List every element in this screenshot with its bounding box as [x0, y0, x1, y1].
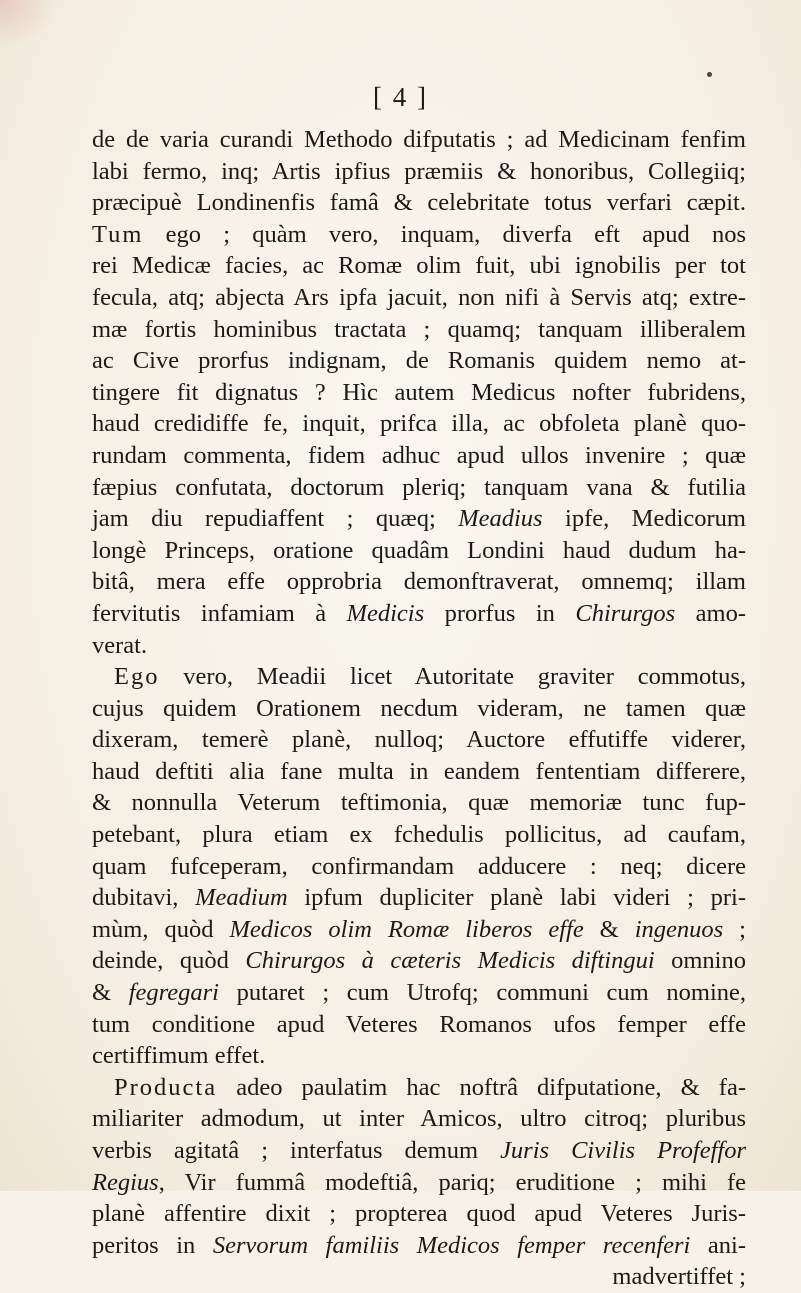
text-segment: dixeram, temerè planè, nulloq; Auctore effutiffe viderer, — [92, 726, 746, 754]
text-segment: petebant, plura etiam ex fchedulis pollicitus, ad caufam, — [92, 821, 746, 849]
text-line — [92, 250, 746, 282]
italic-text: ingenuos — [634, 915, 724, 943]
text-line — [92, 282, 746, 314]
text-segment: mæ fortis hominibus tractata ; quamq; tanquam illiberalem — [92, 315, 746, 343]
italic-text: Chirurgos à cæteris Medicis diftingui — [245, 947, 655, 975]
text-line — [92, 914, 746, 946]
text-segment: bitâ, mera effe opprobria demonftraverat, omnemq; illam — [92, 568, 746, 596]
text-line — [92, 724, 746, 756]
ink-dot — [707, 72, 712, 77]
text-line — [92, 1103, 746, 1135]
text-segment: labi fermo, inq; Artis ipfius præmiis & honoribus, Collegiiq; — [92, 157, 746, 185]
text-segment: Ego — [114, 663, 160, 691]
text-segment: fæpius confutata, doctorum pleriq; tanquam vana & futilia — [92, 473, 746, 501]
text-line — [92, 187, 746, 219]
text-segment: de de varia curandi Methodo difputatis ; ad Medicinam fenfim — [92, 126, 746, 153]
text-segment: & — [583, 915, 635, 943]
text-line — [92, 882, 746, 914]
text-line — [92, 535, 746, 567]
text-line — [92, 472, 746, 504]
italic-text: Servorum familiis Medicos femper recenferi — [212, 1231, 691, 1259]
text-line — [92, 787, 746, 819]
page-number: [ 4 ] — [373, 82, 428, 112]
text-line — [92, 219, 746, 251]
text-segment: ego ; quàm vero, inquam, diverfa eft apud nos — [143, 220, 746, 248]
text-segment: ipfe, Medicorum — [542, 505, 746, 533]
text-line — [92, 1261, 746, 1293]
text-segment: & — [92, 979, 129, 1007]
text-segment: cujus quidem Orationem necdum videram, ne tamen quæ — [92, 694, 746, 722]
text-line — [92, 314, 746, 346]
text-line — [92, 1135, 746, 1167]
text-segment: rundam commenta, fidem adhuc apud ullos invenire ; quæ — [92, 441, 746, 469]
text-line — [92, 1040, 746, 1072]
text-segment: certiffimum effet. — [92, 1042, 266, 1070]
text-line — [92, 503, 746, 535]
text-segment: verbis agitatâ ; interfatus demum — [92, 1137, 501, 1164]
text-line — [92, 1230, 746, 1262]
text-segment: longè Princeps, oratione quadâm Londini haud dudum ha- — [92, 536, 746, 564]
text-line — [92, 124, 746, 156]
text-segment: Producta — [114, 1073, 218, 1101]
text-line — [92, 345, 746, 377]
body-text — [92, 124, 746, 1293]
text-line — [92, 598, 746, 630]
text-line — [92, 566, 746, 598]
italic-text: Medicos olim Romæ liberos effe — [229, 915, 584, 943]
text-segment: tum conditione apud Veteres Romanos ufos femper effe — [92, 1010, 746, 1038]
italic-text: Meadium — [195, 884, 288, 912]
text-line — [92, 377, 746, 409]
italic-text: Regius — [92, 1168, 159, 1196]
text-segment: verat. — [92, 631, 148, 659]
italic-text: Juris Civilis Profeffor — [500, 1137, 746, 1164]
text-segment: prorfus in — [424, 599, 576, 627]
italic-text: Chirurgos — [575, 599, 676, 627]
italic-text: fegregari — [128, 979, 219, 1007]
text-segment: Tum — [92, 220, 144, 248]
text-segment: madvertiffet ; — [612, 1263, 746, 1291]
text-line — [92, 440, 746, 472]
text-line — [92, 1072, 746, 1104]
text-line — [92, 630, 746, 662]
text-line — [92, 977, 746, 1009]
text-segment: , Vir fummâ modeftiâ, pariq; eruditione ; mihi fe — [158, 1168, 746, 1196]
text-line — [92, 851, 746, 883]
text-segment: omnino — [654, 947, 746, 975]
text-segment: dubitavi, — [92, 884, 196, 912]
text-line — [92, 693, 746, 725]
text-segment: rei Medicæ facies, ac Romæ olim fuit, ubi ignobilis per tot — [92, 252, 746, 280]
text-segment: quam fufceperam, confirmandam adducere : neq; dicere — [92, 852, 746, 880]
text-segment: jam diu repudiaffent ; quæq; — [92, 505, 459, 533]
text-line — [92, 819, 746, 851]
text-line — [92, 661, 746, 693]
text-line — [92, 756, 746, 788]
text-line — [92, 1198, 746, 1230]
text-segment: & nonnulla Veterum teftimonia, quæ memoriæ tunc fup- — [92, 789, 746, 817]
text-segment: ; — [723, 915, 746, 943]
text-line — [92, 408, 746, 440]
text-segment: ipfum dupliciter planè labi videri ; pri- — [287, 884, 746, 912]
text-segment: mùm, quòd — [92, 915, 230, 943]
text-segment: ani- — [690, 1231, 746, 1259]
text-line — [92, 945, 746, 977]
text-segment: vero, Meadii licet Autoritate graviter commotus, — [159, 663, 746, 691]
text-segment: fervitutis infamiam à — [92, 599, 347, 627]
text-segment: adeo paulatim hac noftrâ difputatione, & fa- — [217, 1073, 746, 1101]
text-line — [92, 1009, 746, 1041]
text-segment: amo- — [675, 599, 747, 627]
text-segment: planè affentire dixit ; propterea quod apud Veteres Juris- — [92, 1200, 746, 1228]
text-segment: haud credidiffe fe, inquit, prifca illa, ac obfoleta planè quo- — [92, 410, 746, 438]
text-segment: peritos in — [92, 1231, 213, 1259]
text-line — [92, 156, 746, 188]
paper-stain — [0, 0, 60, 50]
text-line — [92, 1167, 746, 1199]
text-segment: putaret ; cum Utrofq; communi cum nomine, — [219, 979, 746, 1007]
text-segment: deinde, quòd — [92, 947, 246, 975]
text-segment: ac Cive prorfus indignam, de Romanis quidem nemo at- — [92, 347, 746, 375]
text-segment: tingere fit dignatus ? Hìc autem Medicus nofter fubridens, — [92, 378, 746, 406]
italic-text: Meadius — [458, 505, 543, 533]
text-segment: haud deftiti alia fane multa in eandem fententiam differere, — [92, 757, 746, 785]
italic-text: Medicis — [346, 599, 425, 627]
text-segment: miliariter admodum, ut inter Amicos, ultro citroq; pluribus — [92, 1105, 746, 1133]
text-segment: fecula, atq; abjecta Ars ipfa jacuit, non nifi à Servis atq; extre- — [92, 283, 746, 311]
text-segment: præcipuè Londinenfis famâ & celebritate totus verfari cæpit. — [92, 189, 746, 217]
